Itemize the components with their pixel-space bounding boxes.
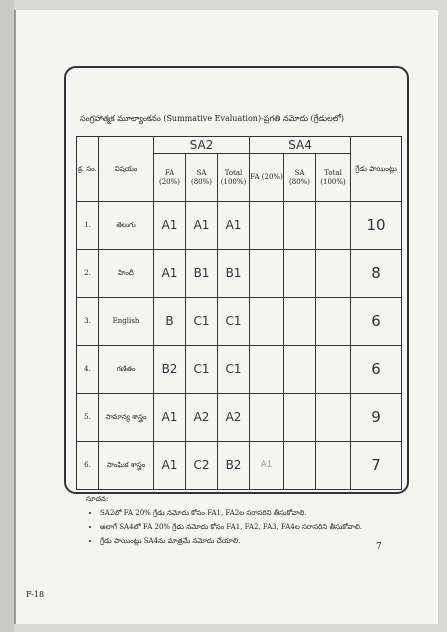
- row-points: 10: [351, 202, 402, 250]
- row-fa-2: [250, 298, 284, 346]
- row-fa-2: A1: [250, 442, 284, 490]
- table-row: [77, 442, 402, 490]
- row-sa-2: [284, 346, 316, 394]
- row-fa: A1: [154, 250, 186, 298]
- row-total-2: [316, 298, 351, 346]
- fa-header: FA (20%): [154, 154, 186, 202]
- row-total: B2: [218, 442, 250, 490]
- row-number: 3.: [77, 298, 99, 346]
- grade-points-header: గ్రేడు పాయింట్లు: [351, 137, 402, 202]
- row-total: C1: [218, 298, 250, 346]
- row-sa: B1: [186, 250, 218, 298]
- sa-right-header: SA4: [250, 137, 351, 154]
- row-total-2: [316, 202, 351, 250]
- row-subject: హిందీ: [99, 250, 154, 298]
- row-subject: సామాన్య శాస్త్రం: [99, 394, 154, 442]
- row-fa: A1: [154, 202, 186, 250]
- note-item: • అలాగే SA4లో FA 20% గ్రేడు నమోదు కోసం FA1, FA2, FA3, FA4ల సరాసరిని తీసుకోవాలి.: [100, 520, 406, 534]
- fa-header-2: FA (20%): [250, 154, 284, 202]
- table-title: సంగ్రహాత్మక మూల్యాంకనం (Summative Evaluation)-ప్రగతి నమోదు (గ్రేడులలో): [80, 114, 345, 123]
- subject-header: విషయం: [99, 137, 154, 202]
- row-sa-2: [284, 394, 316, 442]
- row-sa: C2: [186, 442, 218, 490]
- row-sa-2: [284, 298, 316, 346]
- row-fa-2: [250, 394, 284, 442]
- note-item: • SA2లో FA 20% గ్రేడు నమోదు కోసం FA1, FA2ల సరాసరిని తీసుకోవాలి.: [100, 506, 406, 520]
- note-item: • గ్రేడు పాయింట్లు SA4ను మాత్రమే నమోదు చేయాలి.: [100, 534, 406, 548]
- notes-section: [86, 492, 406, 548]
- row-sa-2: [284, 442, 316, 490]
- row-total-2: [316, 394, 351, 442]
- row-fa-2: [250, 250, 284, 298]
- row-fa: B: [154, 298, 186, 346]
- row-total: C1: [218, 346, 250, 394]
- row-fa-2: [250, 202, 284, 250]
- row-sa-2: [284, 250, 316, 298]
- row-fa: A1: [154, 394, 186, 442]
- notes-list: [86, 506, 406, 548]
- total-header: Total (100%): [218, 154, 250, 202]
- row-sa-2: [284, 202, 316, 250]
- sa-header-2: SA (80%): [284, 154, 316, 202]
- table-row: [77, 202, 402, 250]
- row-number: 2.: [77, 250, 99, 298]
- row-number: 5.: [77, 394, 99, 442]
- page-number: 7: [376, 542, 382, 552]
- row-points: 7: [351, 442, 402, 490]
- total-header-2: Total (100%): [316, 154, 351, 202]
- sno-header: క్ర. సం.: [77, 137, 99, 202]
- row-fa-2: [250, 346, 284, 394]
- row-subject: సాంఘిక శాస్త్రం: [99, 442, 154, 490]
- row-total: A1: [218, 202, 250, 250]
- row-sa: A1: [186, 202, 218, 250]
- row-fa: B2: [154, 346, 186, 394]
- row-sa: C1: [186, 298, 218, 346]
- table-row: [77, 394, 402, 442]
- row-sa: C1: [186, 346, 218, 394]
- row-fa: A1: [154, 442, 186, 490]
- table-row: [77, 298, 402, 346]
- sa-header: SA (80%): [186, 154, 218, 202]
- row-total-2: [316, 442, 351, 490]
- notes-heading: సూచన:: [86, 495, 109, 503]
- table-row: [77, 346, 402, 394]
- row-subject: గణితం: [99, 346, 154, 394]
- scan-edge-strip: [0, 0, 14, 632]
- footer-code: F-18: [26, 590, 45, 599]
- table-row: [77, 250, 402, 298]
- row-points: 6: [351, 298, 402, 346]
- row-total: B1: [218, 250, 250, 298]
- row-number: 6.: [77, 442, 99, 490]
- row-subject: English: [99, 298, 154, 346]
- row-total-2: [316, 346, 351, 394]
- row-total-2: [316, 250, 351, 298]
- row-number: 1.: [77, 202, 99, 250]
- row-total: A2: [218, 394, 250, 442]
- row-points: 9: [351, 394, 402, 442]
- evaluation-table: [76, 136, 402, 490]
- sa-left-header: SA2: [154, 137, 250, 154]
- page-edge: [14, 10, 16, 624]
- row-points: 6: [351, 346, 402, 394]
- row-sa: A2: [186, 394, 218, 442]
- row-subject: తెలుగు: [99, 202, 154, 250]
- row-number: 4.: [77, 346, 99, 394]
- row-points: 8: [351, 250, 402, 298]
